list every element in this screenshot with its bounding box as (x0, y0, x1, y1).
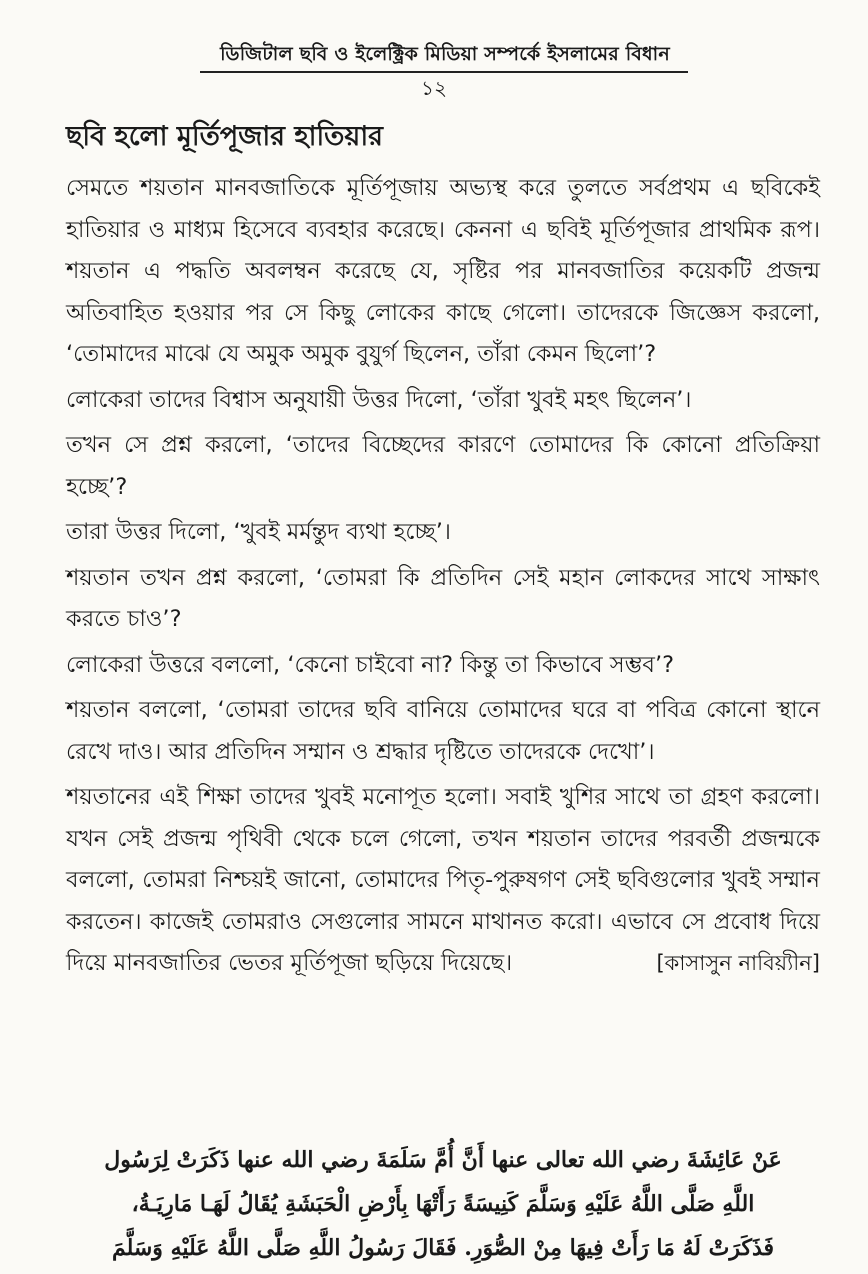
page-number: ১২ (421, 76, 447, 100)
header-rule (200, 71, 688, 73)
source-reference: [কাসাসুন নাবিয়্যীন] (656, 951, 820, 975)
arabic-line: عَنْ عَائِشَةَ رضي الله تعالى عنها أَنَّ أُمَّ سَلَمَةَ رضي الله عنها ذَكَرَتْ لِرَسُول (104, 1147, 782, 1173)
arabic-hadith (66, 1138, 820, 1270)
paragraph: শয়তান বললো, ‘তোমরা তাদের ছবি বানিয়ে তোমাদের ঘরে বা পবিত্র কোনো স্থানে রেখে দাও। আর প্রতিদিন সম্মান ও শ্রদ্ধার দৃষ্টিতে তাদেরকে দেখো’। (66, 697, 820, 765)
paragraph-text: শয়তানের এই শিক্ষা তাদের খুবই মনোপূত হলো। সবাই খুশির সাথে তা গ্রহণ করলো। যখন সেই প্রজন্ম পৃথিবী থেকে চলে গেলো, তখন শয়তান তাদের পরবর্তী প্রজন্মকে বললো, তোমরা নিশ্চয়ই জানো, তোমাদের পিতৃ-পুরুষগণ সেই ছবিগুলোর খুবই সম্মান করতেন। কাজেই তোমরাও সেগুলোর সামনে মাথানত করো। এভাবে সে প্রবোধ দিয়ে দিয়ে মানবজাতির ভেতর মূর্তিপূজা ছড়িয়ে দিয়েছে। (66, 784, 820, 976)
section-title: ছবি হলো মূর্তিপূজার হাতিয়ার (66, 121, 384, 152)
paragraph: তারা উত্তর দিলো, ‘খুবই মর্মন্তুদ ব্যথা হচ্ছে’। (66, 519, 451, 545)
running-head: ডিজিটাল ছবি ও ইলেক্ট্রিক মিডিয়া সম্পর্কে ইসলামের বিধান (220, 43, 670, 65)
paragraph: সেমতে শয়তান মানবজাতিকে মূর্তিপূজায় অভ্যস্থ করে তুলতে সর্বপ্রথম এ ছবিকেই হাতিয়ার ও মাধ্যম হিসেবে ব্যবহার করেছে। কেননা এ ছবিই মূর্তিপূজার প্রাথমিক রূপ। শয়তান এ পদ্ধতি অবলম্বন করেছে যে, সৃষ্টির পর মানবজাতির কয়েকটি প্রজন্ম অতিবাহিত হওয়ার পর সে কিছু লোকের কাছে গেলো। তাদেরকে জিজ্ঞেস করলো, ‘তোমাদের মাঝে যে অমুক অমুক বুযুর্গ ছিলেন, তাঁরা কেমন ছিলো’? (66, 175, 820, 367)
paragraph: শয়তান তখন প্রশ্ন করলো, ‘তোমরা কি প্রতিদিন সেই মহান লোকদের সাথে সাক্ষাৎ করতে চাও’? (66, 564, 820, 632)
body-text (66, 168, 820, 989)
paragraph: তখন সে প্রশ্ন করলো, ‘তাদের বিচ্ছেদের কারণে তোমাদের কি কোনো প্রতিক্রিয়া হচ্ছে’? (66, 432, 820, 500)
arabic-line: فَذَكَرَتْ لَهُ مَا رَأَتْ فِيهَا مِنْ الصُّوَرِ. فَقَالَ رَسُولُ اللَّهِ صَلَّى اللَّهُ عَلَيْهِ وَسَلَّمَ (111, 1235, 775, 1261)
paragraph: লোকেরা তাদের বিশ্বাস অনুযায়ী উত্তর দিলো, ‘তাঁরা খুবই মহৎ ছিলেন’। (66, 386, 692, 413)
paragraph-with-source (66, 777, 820, 985)
paragraph: লোকেরা উত্তরে বললো, ‘কেনো চাইবো না? কিন্তু তা কিভাবে সম্ভব’? (66, 651, 675, 678)
arabic-line: اللَّهِ صَلَّى اللَّهُ عَلَيْهِ وَسَلَّمَ كَنِيسَةً رَأَتْهَا بِأَرْضِ الْحَبَشَةِ يُقَالُ لَهَـا مَارِيَـةُ، (131, 1191, 755, 1217)
